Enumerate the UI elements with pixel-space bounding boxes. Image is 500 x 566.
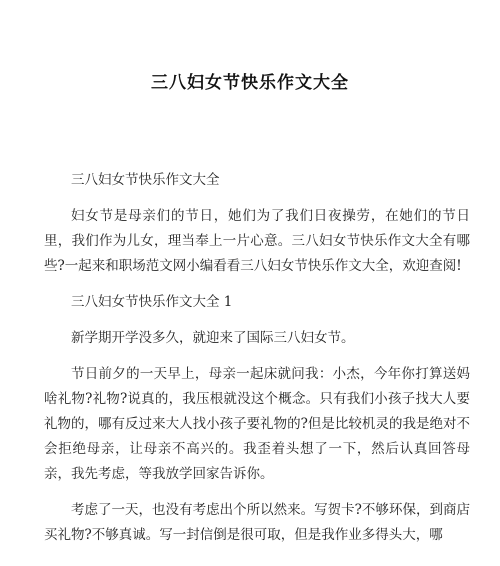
paragraph-heading: 三八妇女节快乐作文大全 bbox=[71, 172, 220, 188]
paragraph-intro: 妇女节是母亲们的节日，她们为了我们日夜操劳，在她们的节日里，我们作为儿女，理当奉上一片心意。三八妇女节快乐作文大全有哪些?一起来和职场范文网小编看看三八妇女节快乐作文大全，欢迎查阅! bbox=[44, 208, 470, 274]
paragraph: 考虑了一天，也没有考虑出个所以然来。写贺卡?不够环保，到商店买礼物?不够真诚。写一封信倒是很可取，但是我作业多得头大，哪 bbox=[44, 502, 470, 543]
paragraph: 节日前夕的一天早上，母亲一起床就问我：小杰，今年你打算送妈啥礼物?礼物?说真的，我压根就没这个概念。只有我们小孩子找大人要礼物的，哪有反过来大人找小孩子要礼物的?但是比较机灵的我是绝对不会拒绝母亲，让母亲不高兴的。我歪着头想了一下，然后认真回答母亲，我先考虑，等我放学回家告诉你。 bbox=[44, 366, 470, 482]
document-title: 三八妇女节快乐作文大全 bbox=[151, 73, 349, 93]
paragraph-section-heading: 三八妇女节快乐作文大全 1 bbox=[71, 294, 233, 310]
document-body bbox=[44, 168, 470, 548]
paragraph: 新学期开学没多久，就迎来了国际三八妇女节。 bbox=[71, 330, 355, 346]
